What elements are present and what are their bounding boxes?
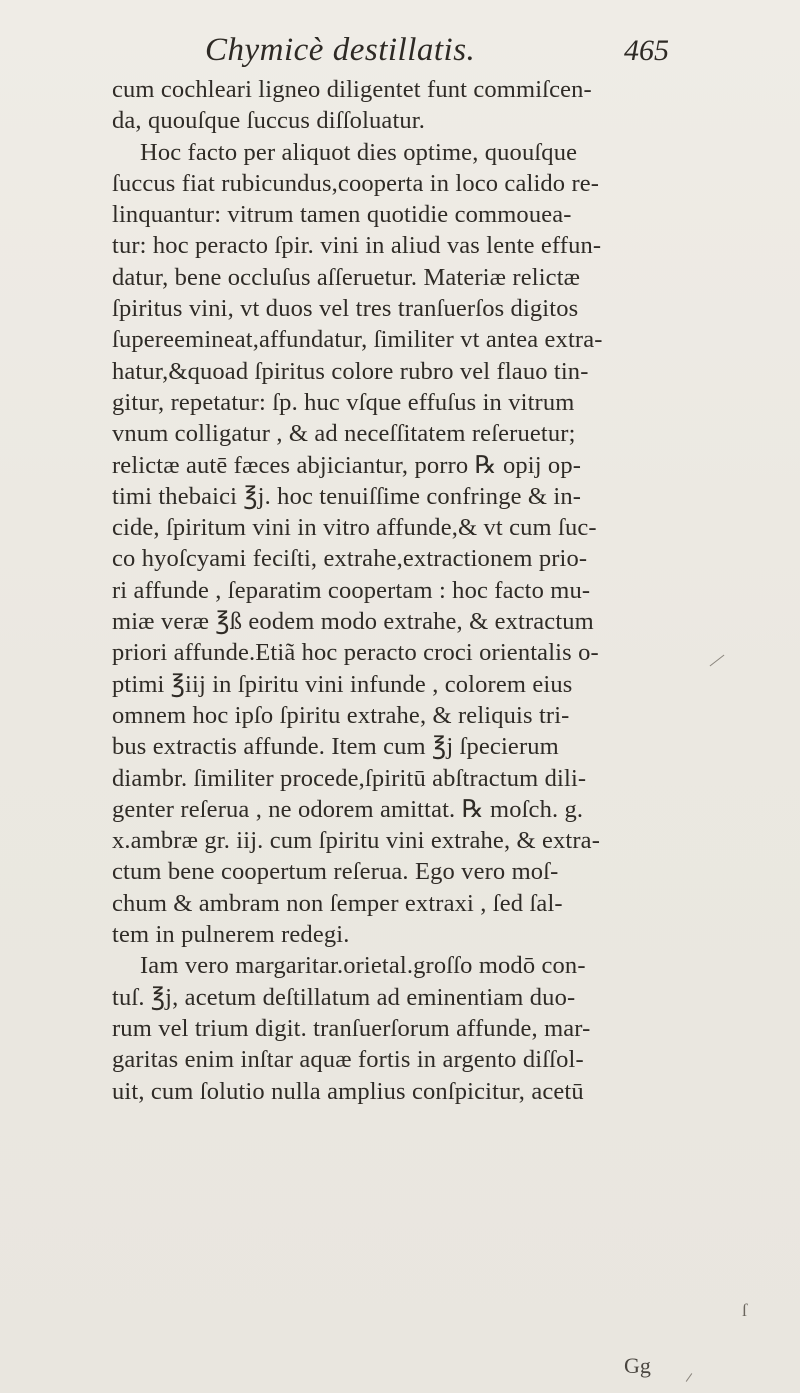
text-line: chum & ambram non ſemper extraxi , ſed ſal-: [112, 889, 563, 917]
text-line: vnum colligatur , & ad neceſſitatem reſeruetur;: [112, 420, 576, 448]
text-line: x.ambræ gr. iij. cum ſpiritu vini extrahe, & extra-: [112, 827, 601, 855]
text-line: datur, bene occluſus aſſeruetur. Materiæ relictæ: [112, 263, 581, 291]
text-line: Iam vero margaritar.orietal.groſſo modō con-: [140, 952, 586, 980]
text-line: omnem hoc ipſo ſpiritu extrahe, & reliquis tri-: [112, 701, 570, 729]
stray-mark: [686, 1373, 693, 1382]
text-line: tuſ. ℥j, acetum deſtillatum ad eminentiam duo-: [112, 983, 576, 1011]
text-line: tem in pulnerem redegi.: [112, 921, 350, 949]
text-line: relictæ autē fæces abjiciantur, porro ℞ opij op-: [112, 451, 582, 479]
catchword: Gg: [624, 1353, 651, 1378]
text-line: diambr. ſimiliter procede,ſpiritū abſtractum dili-: [112, 764, 587, 792]
text-line: cum cochleari ligneo diligentet funt commiſcen-: [112, 76, 592, 103]
text-line: da, quouſque ſuccus diſſoluatur.: [112, 107, 426, 135]
text-line: bus extractis affunde. Item cum ℥j ſpecierum: [112, 733, 559, 761]
text-line: ſuccus fiat rubicundus,cooperta in loco calido re-: [112, 169, 600, 197]
body-text: [112, 74, 672, 1107]
text-line: gitur, repetatur: ſp. huc vſque effuſus in vitrum: [112, 388, 575, 416]
text-line: co hyoſcyami feciſti, extrahe,extractionem prio-: [112, 545, 588, 573]
text-line: tur: hoc peracto ſpir. vini in aliud vas lente effun-: [112, 232, 602, 260]
text-line: uit, cum ſolutio nulla amplius conſpicitur, acetū: [112, 1077, 584, 1105]
running-title: Chymicè destillatis.: [205, 32, 476, 68]
text-line: hatur,&quoad ſpiritus colore rubro vel flauo tin-: [112, 357, 589, 385]
text-line: rum vel trium digit. tranſuerſorum affunde, mar-: [112, 1014, 591, 1042]
text-line: miæ veræ ℥ß eodem modo extrahe, & extractum: [112, 608, 594, 636]
text-line: priori affunde.Etiã hoc peracto croci orientalis o-: [112, 639, 599, 667]
text-line: ptimi ℥iij in ſpiritu vini infunde , colorem eius: [112, 670, 573, 698]
text-line: garitas enim inſtar aquæ fortis in argento diſſol-: [112, 1046, 584, 1074]
page-number: 465: [624, 34, 669, 67]
text-line: cide, ſpiritum vini in vitro affunde,& vt cum ſuc-: [112, 514, 597, 542]
stray-mark: [710, 655, 725, 667]
text-line: linquantur: vitrum tamen quotidie commoueа-: [112, 201, 572, 229]
text-line: ctum bene coopertum reſerua. Ego vero moſ-: [112, 858, 559, 886]
text-line: timi thebaici ℥j. hoc tenuiſſime confringe & in-: [112, 482, 582, 510]
text-line: ri affunde , ſeparatim coopertam : hoc facto mu-: [112, 576, 591, 604]
text-line: Hoc facto per aliquot dies optime, quouſque: [140, 138, 578, 166]
text-line: ſupereemineat,affundatur, ſimiliter vt antea extra-: [112, 326, 603, 354]
page-header: [0, 28, 800, 78]
text-line: genter reſerua , ne odorem amittat. ℞ moſch. g.: [112, 795, 584, 823]
margin-mark: ſ: [742, 1300, 748, 1320]
text-line: ſpiritus vini, vt duos vel tres tranſuerſos digitos: [112, 295, 579, 323]
